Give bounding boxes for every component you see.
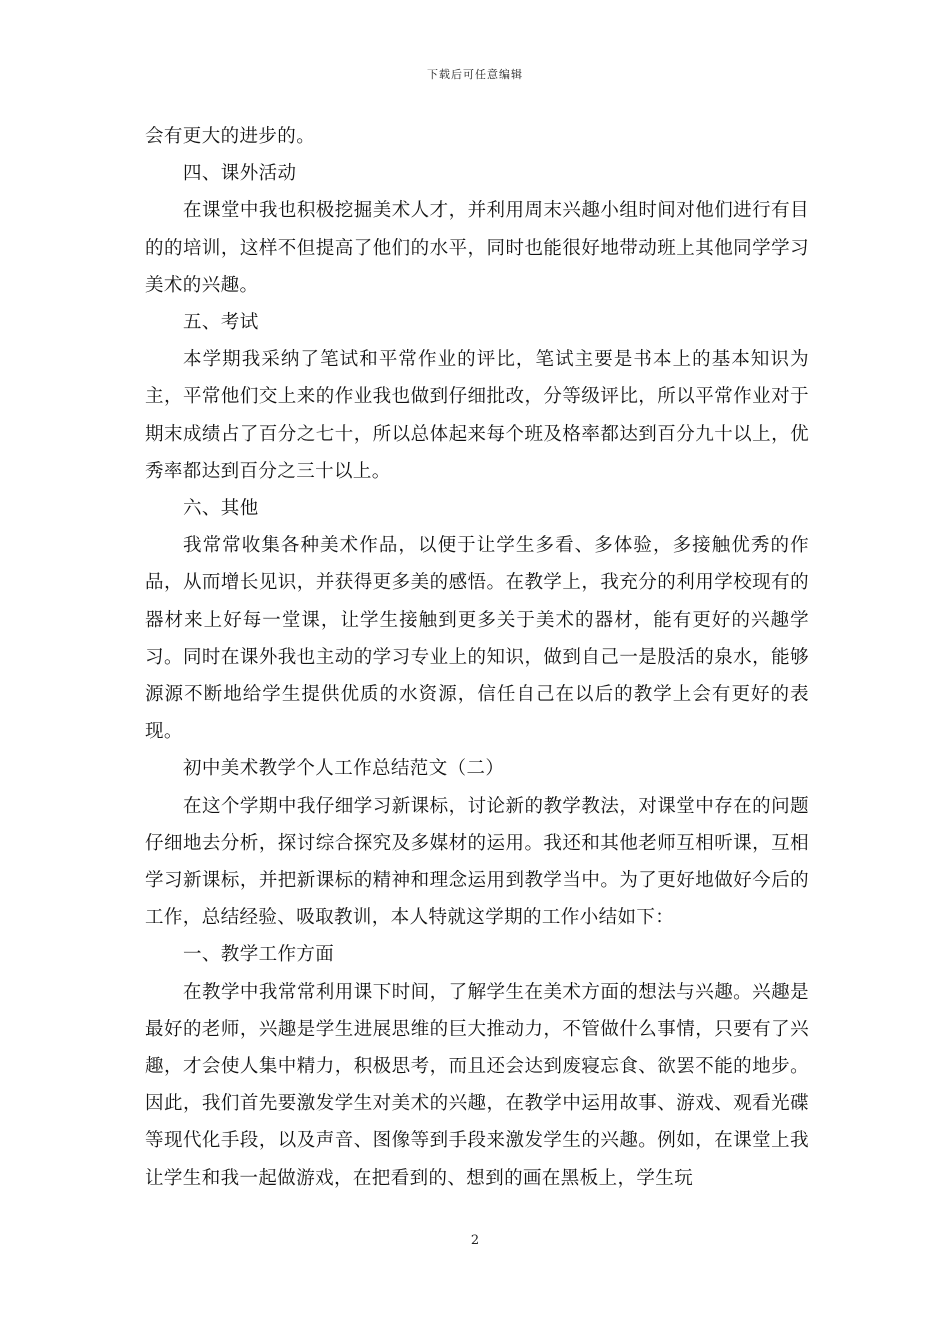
paragraph: 会有更大的进步的。: [145, 126, 316, 147]
paragraph: 在课堂中我也积极挖掘美术人才，并利用周末兴趣小组时间对他们进行有目的的培训，这样不但提高了他们的水平，同时也能很好地带动班上其他同学学习美术的兴趣。: [145, 200, 809, 296]
section-heading: 四、课外活动: [183, 163, 297, 185]
section-heading: 五、考试: [183, 312, 259, 334]
paragraph: 在这个学期中我仔细学习新课标，讨论新的教学教法，对课堂中存在的问题仔细地去分析，探讨综合探究及多媒材的运用。我还和其他老师互相听课，互相学习新课标，并把新课标的精神和理念运用到教学当中。为了更好地做好今后的工作，总结经验、吸取教训，本人特就这学期的工作小结如下：: [145, 795, 809, 929]
paragraph: 在教学中我常常利用课下时间，了解学生在美术方面的想法与兴趣。兴趣是最好的老师，兴趣是学生进展思维的巨大推动力，不管做什么事情，只要有了兴趣，才会使人集中精力，积极思考，而且还会达到废寝忘食、欲罢不能的地步。因此，我们首先要激发学生对美术的兴趣，在教学中运用故事、游戏、观看光碟等现代化手段，以及声音、图像等到手段来激发学生的兴趣。例如，在课堂上我让学生和我一起做游戏，在把看到的、想到的画在黑板上，学生玩: [145, 981, 809, 1189]
paragraph: 我常常收集各种美术作品，以便于让学生多看、多体验，多接触优秀的作品，从而增长见识，并获得更多美的感悟。在教学上，我充分的利用学校现有的器材来上好每一堂课，让学生接触到更多关于美术的器材，能有更好的兴趣学习。同时在课外我也主动的学习专业上的知识，做到自己一是股活的泉水，能够源源不断地给学生提供优质的水资源，信任自己在以后的教学上会有更好的表现。: [145, 535, 809, 743]
paragraph: 本学期我采纳了笔试和平常作业的评比，笔试主要是书本上的基本知识为主，平常他们交上来的作业我也做到仔细批改，分等级评比，所以平常作业对于期末成绩占了百分之七十，所以总体起来每个班及格率都达到百分九十以上，优秀率都达到百分之三十以上。: [145, 349, 809, 482]
section-heading: 六、其他: [183, 498, 259, 520]
section-heading: 一、教学工作方面: [183, 944, 335, 966]
page-header: 下载后可任意编辑: [427, 68, 523, 81]
document-title: 初中美术教学个人工作总结范文（二）: [183, 758, 505, 780]
page-number: 2: [470, 1233, 480, 1248]
document-body: [145, 118, 809, 1197]
